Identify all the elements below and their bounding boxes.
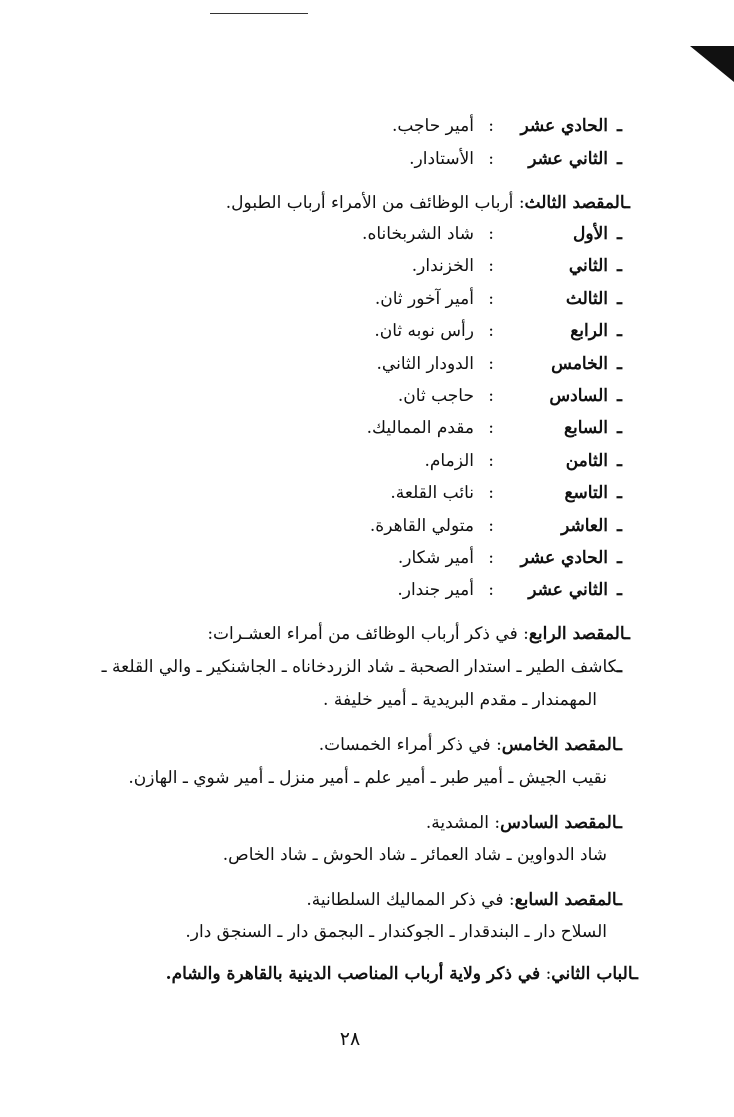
section7-heading: المقصد السابع [514,890,618,910]
page-number: ٢٨ [339,1028,361,1050]
section6-line1: شاد الدواوين ـ شاد العمائر ـ شاد الحوش ـ شاد الخاص. [222,845,607,865]
corner-marker-icon [690,46,734,82]
section3-heading-line [226,191,630,215]
item-colon: : [488,418,494,439]
dash-mark: ـ [617,149,622,169]
section4-heading-line [207,622,630,646]
dash-mark: ـ [617,735,622,755]
dash-mark: ـ [617,890,622,910]
item-colon: : [488,450,494,471]
dash-mark: ـ [617,548,622,568]
item-value: نائب القلعة. [390,483,474,504]
section5-line1: نقيب الجيش ـ أمير طبر ـ أمير علم ـ أمير منزل ـ أمير شوي ـ الهازن. [128,768,607,788]
item-ordinal: الثامن [565,450,608,471]
section6-heading: المقصد السادس [500,813,618,833]
item-ordinal: السادس [549,386,608,406]
section3-description: أرباب الوظائف من الأمراء أرباب الطبول. [225,193,514,213]
dash-mark: ـ [617,813,622,833]
section6-heading-line [426,811,622,835]
item-colon: : [488,353,494,374]
item-colon: : [488,321,494,342]
section5-heading-line [319,733,622,757]
item-value: أمير آخور ثان. [374,288,474,309]
item-colon: : [488,580,494,601]
item-colon: : [488,548,494,568]
item-value: متولي القاهرة. [369,515,474,536]
heading-colon: : [545,964,552,984]
section4-heading: المقصد الرابع [528,624,626,644]
item-colon: : [488,224,494,244]
list-item [202,116,622,144]
item-ordinal: الثاني [568,256,608,277]
list-item [202,516,622,544]
section6-description: المشدية. [425,813,489,833]
section4-description: في ذكر أرباب الوظائف من أمراء العشـرات: [207,624,518,644]
section4-line1 [102,655,622,679]
item-colon: : [488,515,494,536]
dash-mark: ـ [625,193,630,213]
item-colon: : [488,116,494,136]
dash-mark: ـ [617,450,622,471]
item-value: شاد الشربخاناه. [362,224,474,244]
section7-line1: السلاح دار ـ البندقدار ـ الجوكندار ـ البجمق دار ـ السنجق دار. [185,922,607,942]
dash-mark: ـ [617,224,622,244]
section5-description: في ذكر أمراء الخمسات. [318,735,491,755]
item-colon: : [488,288,494,309]
dash-mark: ـ [617,418,622,439]
section4-line1-text: كاشف الطير ـ استدار الصحبة ـ شاد الزردخاناه ـ الجاشنكير ـ والي القلعة ـ [101,657,618,677]
list-item [202,256,622,284]
item-value: مقدم المماليك. [366,418,474,439]
item-value: رأس نوبه ثان. [374,321,474,342]
dash-mark: ـ [617,353,622,374]
dash-mark: ـ [617,657,622,677]
item-ordinal: الثاني عشر [528,580,608,601]
dash-mark: ـ [617,580,622,601]
list-item [202,548,622,576]
item-ordinal: الرابع [570,321,608,342]
dash-mark: ـ [633,964,638,984]
list-item [202,386,622,414]
section5-heading: المقصد الخامس [501,735,618,755]
item-value: الأستادار. [409,149,474,169]
section7-description: في ذكر المماليك السلطانية. [306,890,504,910]
heading-colon: : [523,624,529,644]
heading-colon: : [496,735,502,755]
item-value: أمير حاجب. [391,116,474,136]
item-value: حاجب ثان. [397,386,474,406]
item-ordinal: العاشر [561,515,608,536]
list-item [202,483,622,511]
list-item [202,580,622,608]
item-ordinal: التاسع [564,483,608,504]
list-item [202,418,622,446]
item-ordinal: الخامس [551,353,608,374]
dash-mark: ـ [617,321,622,342]
item-colon: : [488,149,494,169]
list-item [202,289,622,317]
dash-mark: ـ [617,288,622,309]
dash-mark: ـ [625,624,630,644]
list-item [202,451,622,479]
chapter2-heading: الباب الثاني [551,964,634,984]
dash-mark: ـ [617,116,622,136]
dash-mark: ـ [617,515,622,536]
list-item [202,354,622,382]
item-colon: : [488,483,494,504]
item-value: الزمام. [424,450,474,471]
section7-heading-line [306,888,622,912]
section3-heading: المقصد الثالث [524,193,626,213]
item-ordinal: السابع [563,418,608,439]
item-colon: : [488,256,494,277]
list-item [202,224,622,252]
item-value: أمير شكار. [397,548,474,568]
item-ordinal: الحادي عشر [520,548,608,568]
header-rule [210,13,308,14]
item-value: أمير جندار. [397,580,474,601]
dash-mark: ـ [617,386,622,406]
item-colon: : [488,386,494,406]
chapter2-heading-line [166,962,638,986]
item-ordinal: الثالث [565,288,608,309]
dash-mark: ـ [617,256,622,277]
dash-mark: ـ [617,483,622,504]
heading-colon: : [494,813,501,833]
chapter2-description: في ذكر ولاية أرباب المناصب الدينية بالقاهرة والشام. [165,964,541,984]
list-item [202,149,622,177]
section4-line2: المهمندار ـ مقدم البريدية ـ أمير خليفة . [323,690,597,710]
item-ordinal: الثاني عشر [528,149,608,169]
item-value: الخزندار. [411,256,474,277]
item-ordinal: الأول [573,224,608,244]
list-item [202,321,622,349]
heading-colon: : [508,890,515,910]
heading-colon: : [518,193,525,213]
item-value: الدودار الثاني. [376,353,474,374]
item-ordinal: الحادي عشر [520,116,608,136]
